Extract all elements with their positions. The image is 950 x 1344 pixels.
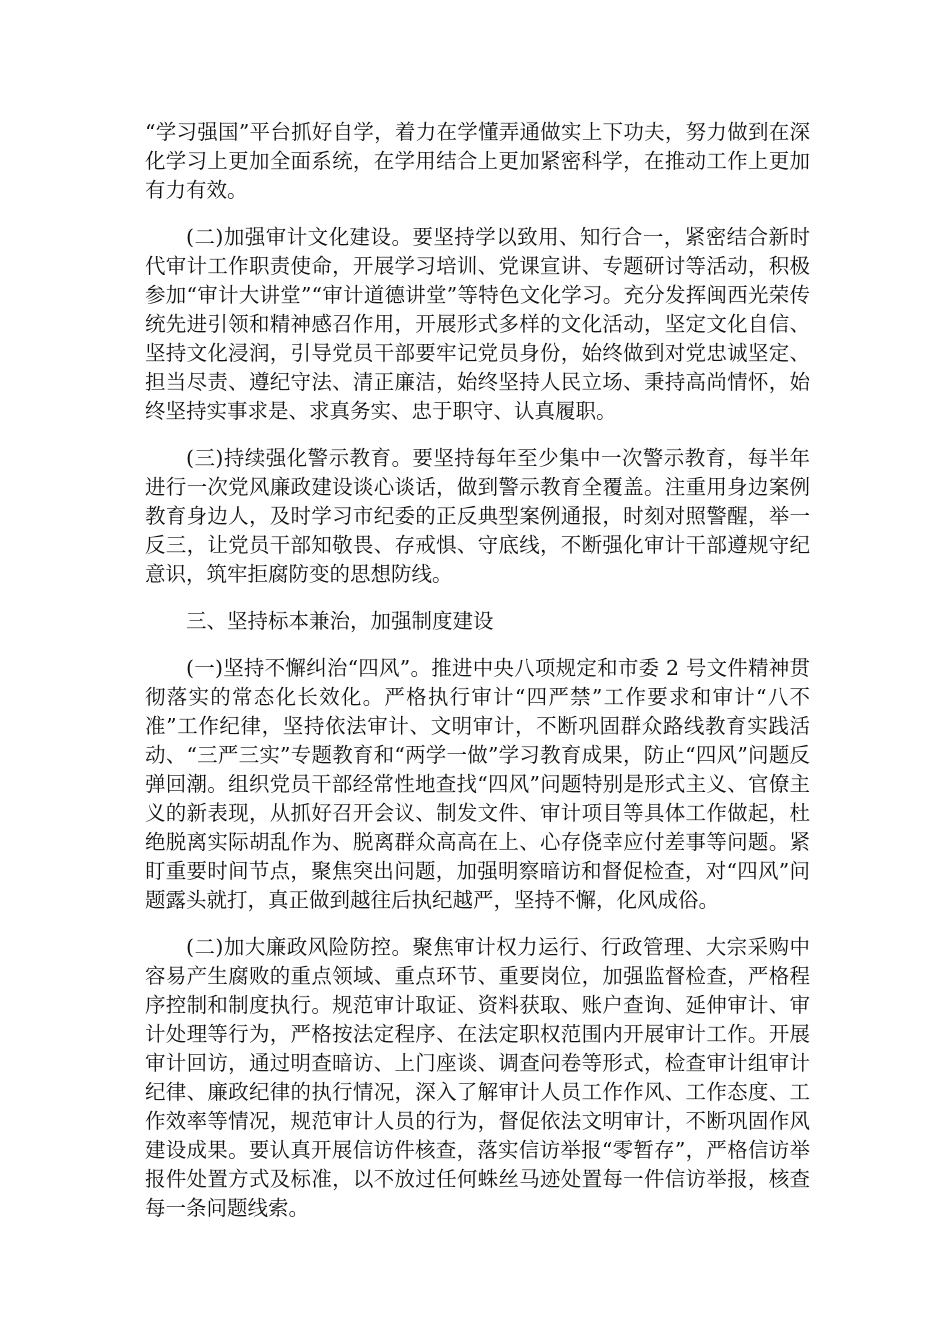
- paragraph-audit-culture: (二)加强审计文化建设。要坚持学以致用、知行合一，紧密结合新时代审计工作职责使命，开展学习培训、党课宣讲、专题研讨等活动，积极参加“审计大讲堂”“审计道德讲堂”等特色文化学习。充分发挥闽西光荣传统先进引领和精神感召作用，开展形式多样的文化活动，坚定文化自信、坚持文化浸润，引导党员干部要牢记党员身份，始终做到对党忠诚坚定、担当尽责、遵纪守法、清正廉洁，始终坚持人民立场、秉持高尚情怀，始终坚持实事求是、求真务实、忠于职守、认真履职。: [145, 225, 810, 423]
- paragraph-continuation: “学习强国”平台抓好自学，着力在学懂弄通做实上下功夫，努力做到在深化学习上更加全面系统，在学用结合上更加紧密科学，在推动工作上更加有力有效。: [145, 120, 810, 202]
- paragraph-four-winds: (一)坚持不懈纠治“四风”。推进中央八项规定和市委 2 号文件精神贯彻落实的常态化长效化。严格执行审计“四严禁”工作要求和审计“八不准”工作纪律，坚持依法审计、文明审计，不断巩固群众路线教育实践活动、“三严三实”专题教育和“两学一做”学习教育成果，防止“四风”问题反弹回潮。组织党员干部经常性地查找“四风”问题特别是形式主义、官僚主义的新表现，从抓好召开会议、制发文件、审计项目等具体工作做起，杜绝脱离实际胡乱作为、脱离群众高高在上、心存侥幸应付差事等问题。紧盯重要时间节点，聚焦突出问题，加强明察暗访和督促检查，对“四风”问题露头就打，真正做到越往后执纪越严，坚持不懈，化风成俗。: [145, 656, 810, 912]
- paragraph-warning-education: (三)持续强化警示教育。要坚持每年至少集中一次警示教育，每半年进行一次党风廉政建设谈心谈话，做到警示教育全覆盖。注重用身边案例教育身边人，及时学习市纪委的正反典型案例通报，时刻对照警醒，举一反三，让党员干部知敬畏、存戒惧、守底线，不断强化审计干部遵规守纪意识，筑牢拒腐防变的思想防线。: [145, 446, 810, 586]
- document-body: [145, 118, 810, 1241]
- paragraph-risk-control: (二)加大廉政风险防控。聚焦审计权力运行、行政管理、大宗采购中容易产生腐败的重点领域、重点环节、重要岗位，加强监督检查，严格程序控制和制度执行。规范审计取证、资料获取、账户查询、延伸审计、审计处理等行为，严格按法定程序、在法定职权范围内开展审计工作。开展审计回访，通过明查暗访、上门座谈、调查问卷等形式，检查审计组审计纪律、廉政纪律的执行情况，深入了解审计人员工作作风、工作态度、工作效率等情况，规范审计人员的行为，督促依法文明审计，不断巩固作风建设成果。要认真开展信访件核查，落实信访举报“零暂存”，严格信访举报件处置方式及标准，以不放过任何蛛丝马迹处置每一件信访举报，核查每一条问题线索。: [145, 935, 810, 1220]
- section-heading: 三、坚持标本兼治，加强制度建设: [186, 609, 494, 633]
